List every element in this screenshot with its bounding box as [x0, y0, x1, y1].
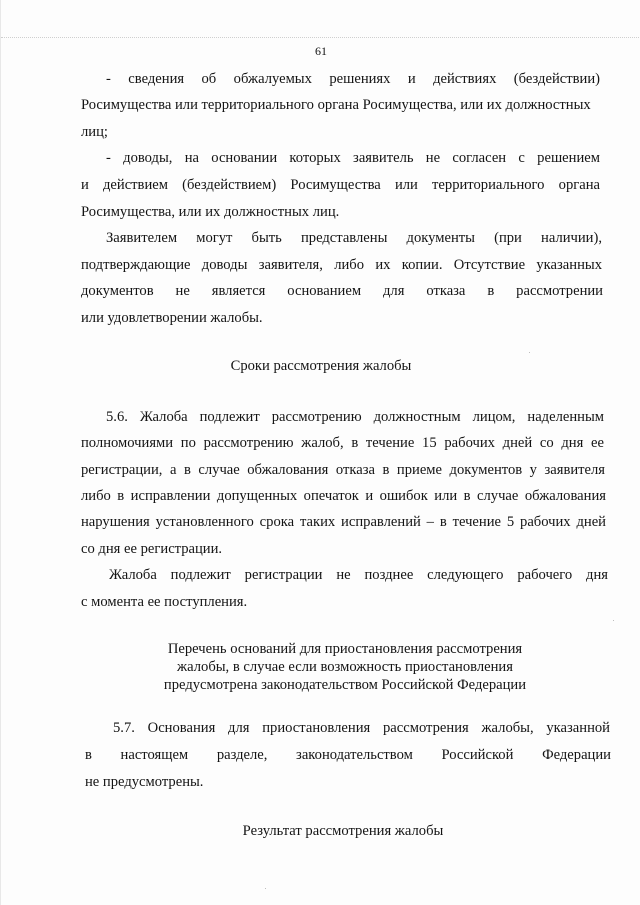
text-line: 5.6. Жалоба подлежит рассмотрению должностным лицом, наделенным [106, 409, 604, 425]
text-line: или удовлетворении жалобы. [81, 310, 263, 326]
scan-artifact-dot [613, 620, 614, 621]
text-line: не предусмотрены. [85, 774, 204, 790]
text-line: нарушения установленного срока таких исправлений – в течение 5 рабочих дней [81, 514, 606, 530]
text-line: 5.7. Основания для приостановления рассмотрения жалобы, указанной [113, 720, 610, 736]
section-heading: Сроки рассмотрения жалобы [230, 358, 412, 374]
section-heading-line: Перечень оснований для приостановления рассмотрения [167, 641, 523, 657]
text-line: в настоящем разделе, законодательством Российской Федерации [85, 747, 611, 763]
text-line: либо в исправлении допущенных опечаток и ошибок или в случае обжалования [81, 488, 606, 504]
text-line: и действием (бездействием) Росимущества или территориального органа [81, 177, 600, 193]
text-line: документов не является основанием для отказа в рассмотрении [81, 283, 603, 299]
text-line: полномочиями по рассмотрению жалоб, в течение 15 рабочих дней со дня ее [81, 435, 604, 451]
section-heading-line: жалобы, в случае если возможность приостановления [177, 659, 513, 675]
section-heading-line: предусмотрена законодательством Российской Федерации [163, 677, 527, 693]
text-line: с момента ее поступления. [81, 594, 248, 610]
text-line: Росимущества или территориального органа Росимущества, или их должностных [81, 97, 591, 113]
text-line: Заявителем могут быть представлены документы (при наличии), [106, 230, 602, 246]
text-line: лиц; [81, 124, 108, 140]
scan-artifact-dot [265, 888, 266, 889]
text-line: - сведения об обжалуемых решениях и действиях (бездействии) [106, 71, 600, 87]
section-heading: Результат рассмотрения жалобы [242, 823, 444, 839]
scan-artifact-line [1, 37, 640, 39]
scan-artifact-dot [529, 352, 530, 353]
text-line: Росимущества, или их должностных лиц. [81, 204, 340, 220]
text-line: со дня ее регистрации. [81, 541, 223, 557]
text-line: Жалоба подлежит регистрации не позднее следующего рабочего дня [109, 567, 608, 583]
text-line: - доводы, на основании которых заявитель не согласен с решением [106, 150, 600, 166]
page-number: 61 [315, 44, 327, 58]
text-line: регистрации, а в случае обжалования отказа в приеме документов у заявителя [81, 462, 605, 478]
text-line: подтверждающие доводы заявителя, либо их копии. Отсутствие указанных [81, 257, 602, 273]
